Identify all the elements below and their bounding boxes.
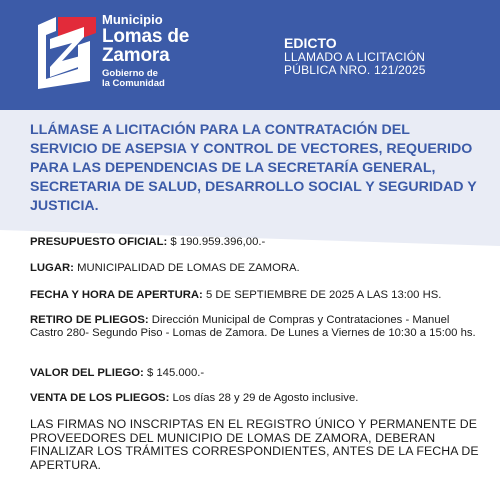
- venta-label: VENTA DE LOS PLIEGOS:: [30, 392, 170, 404]
- edicto-title: EDICTO: [284, 35, 337, 51]
- brand-name: [102, 13, 189, 89]
- presupuesto-value: $ 190.959.396,00.-: [167, 236, 266, 248]
- brand-line-2: Lomas de: [102, 26, 190, 47]
- valor-field: [30, 367, 480, 380]
- brand-line-3: Zamora: [102, 45, 170, 66]
- municipio-logo-icon: [38, 17, 96, 89]
- presupuesto-label: PRESUPUESTO OFICIAL:: [30, 236, 168, 248]
- brand-line-1: Municipio: [102, 12, 163, 27]
- fecha-value: 5 DE SEPTIEMBRE DE 2025 A LAS 13:00 HS.: [202, 289, 442, 301]
- retiro-label: RETIRO DE PLIEGOS:: [30, 314, 149, 326]
- edicto-block: [284, 35, 426, 77]
- brand-tagline-1: Gobierno de: [102, 68, 158, 79]
- valor-label: VALOR DEL PLIEGO:: [30, 367, 144, 379]
- presupuesto-field: [30, 236, 480, 249]
- venta-value: Los días 28 y 29 de Agosto inclusive.: [169, 392, 359, 404]
- venta-field: [30, 392, 480, 405]
- lugar-field: [30, 262, 480, 275]
- edicto-subtitle-2: PÚBLICA NRO. 121/2025: [284, 63, 426, 77]
- fecha-field: [30, 289, 480, 302]
- footer-notice: LAS FIRMAS NO INSCRIPTAS EN EL REGISTRO ÚNICO Y PERMANENTE DE PROVEEDORES DEL MUNICIPIO DE LOMAS DE ZAMORA, DEBERAN FINALIZAR LOS TRÁMITES CORRESPONDIENTES, ANTES DE LA FECHA DE APERTURA.: [30, 417, 479, 472]
- lugar-label: LUGAR:: [30, 262, 74, 274]
- edicto-subtitle-1: LLAMADO A LICITACIÓN: [284, 50, 426, 64]
- headline-text: LLÁMASE A LICITACIÓN PARA LA CONTRATACIÓN DEL SERVICIO DE ASEPSIA Y CONTROL DE VECTORES, REQUERIDO PARA LAS DEPENDENCIAS DE LA SECRETARÍA GENERAL, SECRETARIA DE SALUD, DESARROLLO SOCIAL Y SEGURIDAD Y JUSTICIA.: [30, 122, 477, 214]
- retiro-value: Dirección Municipal de Compras y Contrataciones - Manuel Castro 280- Segundo Piso - Lomas de Zamora. De Lunes a Viernes de 10:30 a 15:00 hs.: [30, 314, 476, 339]
- fecha-label: FECHA Y HORA DE APERTURA:: [30, 289, 203, 301]
- valor-value: $ 145.000.-: [143, 367, 205, 379]
- lugar-value: MUNICIPALIDAD DE LOMAS DE ZAMORA.: [73, 262, 300, 274]
- brand-tagline-2: la Comunidad: [102, 78, 165, 89]
- retiro-field: [30, 314, 480, 340]
- header-banner: [0, 0, 500, 110]
